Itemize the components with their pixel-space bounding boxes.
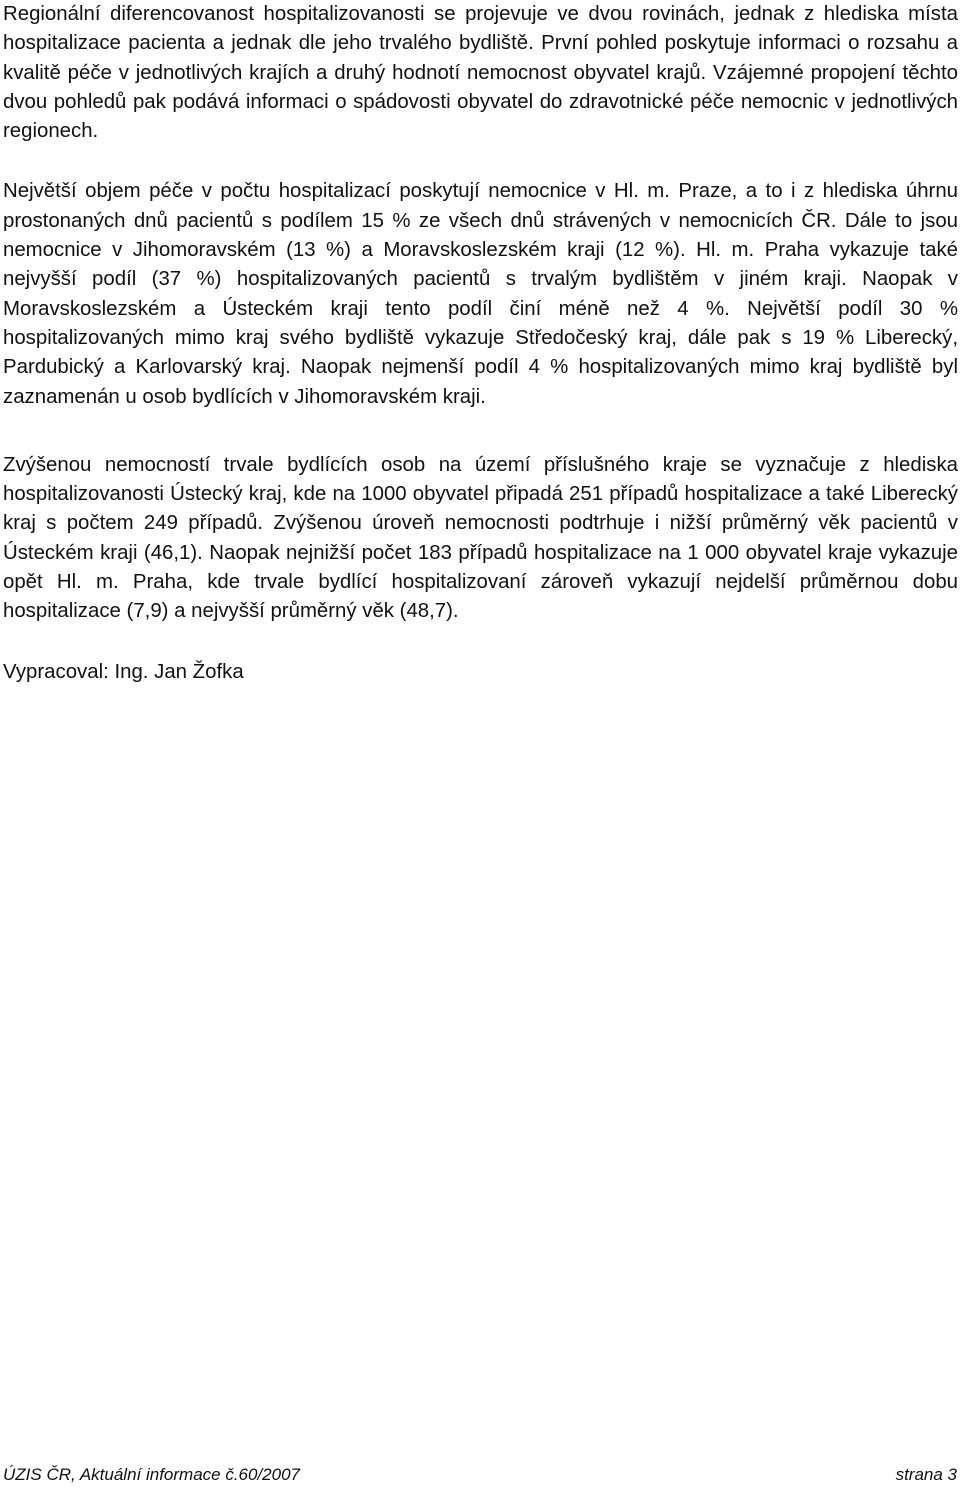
paragraph-regional-differentiation: Regionální diferencovanost hospitalizovanosti se projevuje ve dvou rovinách, jednak z hlediska místa hospitalizace pacienta a jednak dle jeho trvalého bydliště. První pohled poskytuje informaci o rozsahu a kvalitě péče v jednotlivých krajích a druhý hodnotí nemocnost obyvatel krajů. Vzájemné propojení těchto dvou pohledů pak podává informaci o spádovosti obyvatel do zdravotnické péče nemocnic v jednotlivých regionech.: [3, 3, 958, 143]
author-line: Vypracoval: Ing. Jan Žofka: [3, 661, 244, 683]
footer-source: ÚZIS ČR, Aktuální informace č.60/2007: [3, 1465, 301, 1484]
paragraph-largest-care-volume: Největší objem péče v počtu hospitalizací poskytují nemocnice v Hl. m. Praze, a to i z hlediska úhrnu prostonaných dnů pacientů s podílem 15 % ze všech dnů strávených v nemocnicích ČR. Dále to jsou nemocnice v Jihomoravském (13 %) a Moravskoslezském kraji (12 %). Hl. m. Praha vykazuje také nejvyšší podíl (37 %) hospitalizovaných pacientů s trvalým bydlištěm v jiném kraji. Naopak v Moravskoslezském a Ústeckém kraji tento podíl činí méně než 4 %. Největší podíl 30 % hospitalizovaných mimo kraj svého bydliště vykazuje Středočeský kraj, dále pak s 19 % Liberecký, Pardubický a Karlovarský kraj. Naopak nejmenší podíl 4 % hospitalizovaných mimo kraj bydliště byl zaznamenán u osob bydlících v Jihomoravském kraji.: [3, 180, 958, 408]
document-body: [3, 0, 958, 627]
page-footer: [3, 1464, 957, 1486]
footer-page-number: strana 3: [895, 1465, 957, 1484]
paragraph-increased-morbidity: Zvýšenou nemocností trvale bydlících osob na území příslušného kraje se vyznačuje z hlediska hospitalizovanosti Ústecký kraj, kde na 1000 obyvatel připadá 251 případů hospitalizace a také Liberecký kraj s počtem 249 případů. Zvýšenou úroveň nemocnosti podtrhuje i nižší průměrný věk pacientů v Ústeckém kraji (46,1). Naopak nejnižší počet 183 případů hospitalizace na 1 000 obyvatel kraje vykazuje opět Hl. m. Praha, kde trvale bydlící hospitalizovaní zároveň vykazují nejdelší průměrnou dobu hospitalizace (7,9) a nejvyšší průměrný věk (48,7).: [3, 453, 958, 623]
